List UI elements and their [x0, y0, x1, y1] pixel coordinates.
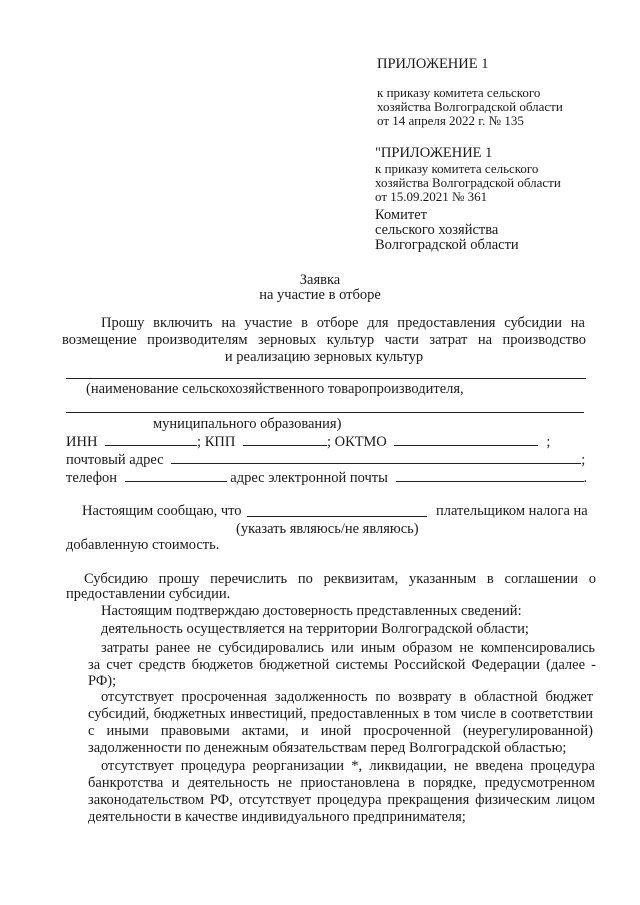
appendix-old-title: "ПРИЛОЖЕНИЕ 1 [375, 145, 493, 161]
recipient-line: Волгоградской области [375, 237, 519, 253]
appendix-old-line: хозяйства Волгоградской области [375, 175, 561, 190]
producer-caption: (наименование сельскохозяйственного товаропроизводителя, [86, 381, 464, 397]
phone-field[interactable] [125, 469, 227, 482]
document-title: Заявка [299, 272, 341, 288]
vat-tail: добавленную стоимость. [66, 537, 220, 553]
subsidy-line-2: предоставлении субсидии. [66, 586, 231, 602]
tax-ids-row [66, 433, 550, 451]
appendix-new-line: от 14 апреля 2022 г. № 135 [377, 113, 524, 128]
confirm-statement: Настоящим подтверждаю достоверность представленных сведений: [101, 603, 522, 619]
contact-row [66, 469, 587, 487]
subsidy-line-1: Субсидию прошу перечислить по реквизитам, указанным в соглашении о [84, 571, 596, 587]
inn-label: ИНН [66, 434, 98, 450]
period: . [583, 470, 588, 486]
item-reorg-line-3: законодательством РФ, отсутствует процедура прекращения физическим лицом [88, 792, 595, 808]
vat-caption: (указать являюсь/не являюсь) [236, 521, 419, 537]
item-reorg-line-2: банкротства и деятельность не приостановлена в порядке, предусмотренном [88, 775, 595, 791]
email-label: адрес электронной почты [230, 470, 388, 486]
appendix-new-line: хозяйства Волгоградской области [377, 99, 563, 114]
municipality-field[interactable] [66, 412, 584, 413]
appendix-old-line: к приказу комитета сельского [375, 161, 539, 176]
appendix-new-title: ПРИЛОЖЕНИЕ 1 [377, 56, 489, 72]
appendix-new-line: к приказу комитета сельского [377, 85, 541, 100]
recipient-line: сельского хозяйства [375, 222, 499, 238]
item-debt-line-4: задолженности по денежным обязательствам перед Волгоградской областью; [88, 740, 567, 756]
municipality-caption: муниципального образования) [153, 416, 342, 432]
item-territory: деятельность осуществляется на территории Волгоградской области; [101, 621, 529, 637]
item-costs-line-2: за счет средств бюджетов бюджетной системы Российской Федерации (далее - [88, 657, 596, 673]
request-line-2: возмещение производителям зерновых культур части затрат на производство [62, 332, 586, 348]
phone-label: телефон [66, 470, 118, 486]
semicolon: ; [581, 452, 586, 468]
kpp-field[interactable] [243, 433, 327, 446]
item-reorg-line-1: отсутствует процедура реорганизации *, ликвидации, не введена процедура [101, 758, 595, 774]
address-field[interactable] [171, 451, 581, 464]
document-subtitle: на участие в отборе [259, 287, 381, 303]
address-label: почтовый адрес [66, 452, 164, 468]
appendix-old-line: от 15.09.2021 № 361 [375, 189, 488, 204]
vat-suffix: плательщиком налога на [436, 503, 588, 519]
item-costs-line-1: затраты ранее не субсидировались или иным образом не компенсировались [101, 640, 595, 656]
recipient-line: Комитет [375, 207, 427, 223]
kpp-label: ; КПП [197, 434, 236, 450]
request-line-1: Прошу включить на участие в отборе для предоставления субсидии на [101, 315, 585, 331]
address-row [66, 451, 585, 469]
semicolon: ; [546, 434, 551, 450]
email-field[interactable] [396, 469, 584, 482]
request-line-3: и реализацию зерновых культур [224, 349, 424, 365]
item-debt-line-2: субсидий, бюджетных инвестиций, предоставленных в том числе в соответствии [88, 706, 593, 722]
oktmo-field[interactable] [394, 433, 538, 446]
item-debt-line-1: отсутствует просроченная задолженность по возврату в областной бюджет [101, 689, 593, 705]
producer-name-field[interactable] [66, 378, 586, 379]
inn-field[interactable] [105, 433, 197, 446]
vat-prefix: Настоящим сообщаю, что [82, 503, 242, 519]
oktmo-label: ; ОКТМО [326, 434, 387, 450]
item-reorg-line-4: деятельности в качестве индивидуального предпринимателя; [88, 809, 466, 825]
vat-status-field[interactable] [247, 516, 427, 517]
item-costs-line-3: РФ); [88, 673, 117, 689]
item-debt-line-3: с иными правовыми актами, и иной просроченной (неурегулированной) [88, 723, 593, 739]
